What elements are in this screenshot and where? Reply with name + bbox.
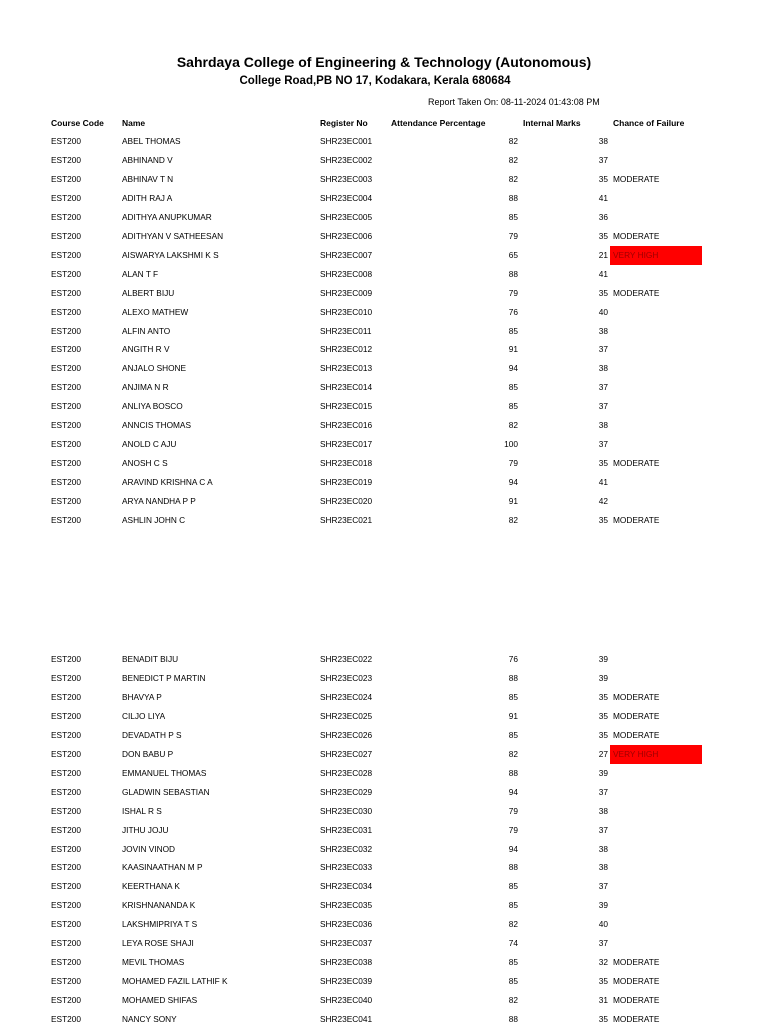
table-row <box>0 454 768 473</box>
cell-register-no: SHR23EC037 <box>320 938 373 949</box>
table-row <box>0 397 768 416</box>
cell-chance-of-failure: VERY HIGH <box>610 246 702 265</box>
cell-name: ANLIYA BOSCO <box>122 401 183 412</box>
cell-internal-marks: 42 <box>598 496 608 507</box>
cell-chance-of-failure: MODERATE <box>613 710 660 721</box>
cell-course-code: EST200 <box>51 938 81 949</box>
cell-chance-of-failure <box>610 397 702 416</box>
cell-internal-marks: 37 <box>598 344 608 355</box>
cell-register-no: SHR23EC003 <box>320 173 373 184</box>
cell-attendance: 85 <box>508 325 518 336</box>
cell-course-code: EST200 <box>51 230 81 241</box>
cell-course-code: EST200 <box>51 401 81 412</box>
cell-attendance: 88 <box>508 192 518 203</box>
cell-course-code: EST200 <box>51 306 81 317</box>
table-row <box>0 189 768 208</box>
cell-internal-marks: 37 <box>598 786 608 797</box>
cell-name: DEVADATH P S <box>122 729 182 740</box>
cell-register-no: SHR23EC005 <box>320 211 373 222</box>
cell-chance-of-failure <box>610 783 702 802</box>
cell-attendance: 85 <box>508 691 518 702</box>
cell-chance-of-failure: VERY HIGH <box>610 745 702 764</box>
cell-name: ABHINAV T N <box>122 173 174 184</box>
col-header-name: Name <box>122 118 146 128</box>
cell-internal-marks: 32 <box>598 957 608 968</box>
col-header-register-no: Register No <box>320 118 368 128</box>
table-row <box>0 840 768 859</box>
college-address: College Road,PB NO 17, Kodakara, Kerala 680684 <box>239 75 511 87</box>
cell-register-no: SHR23EC022 <box>320 654 373 664</box>
cell-internal-marks: 38 <box>598 862 608 873</box>
cell-chance-of-failure <box>610 416 702 435</box>
cell-chance-of-failure: MODERATE <box>613 287 660 298</box>
cell-name: ANJALO SHONE <box>122 363 187 374</box>
cell-name: ALAN T F <box>122 268 159 279</box>
cell-chance-of-failure <box>610 650 702 669</box>
table-row <box>0 284 768 303</box>
cell-chance-of-failure <box>610 208 702 227</box>
cell-internal-marks: 35 <box>598 515 608 525</box>
cell-register-no: SHR23EC039 <box>320 976 373 987</box>
cell-register-no: SHR23EC036 <box>320 919 373 930</box>
cell-attendance: 82 <box>508 154 518 165</box>
cell-course-code: EST200 <box>51 458 81 469</box>
cell-chance-of-failure <box>610 492 702 511</box>
table-row <box>0 170 768 189</box>
cell-register-no: SHR23EC007 <box>320 249 373 260</box>
cell-name: MOHAMED SHIFAS <box>122 995 198 1006</box>
cell-attendance: 100 <box>504 439 518 450</box>
cell-chance-of-failure <box>610 877 702 896</box>
cell-course-code: EST200 <box>51 995 81 1006</box>
cell-internal-marks: 40 <box>598 919 608 930</box>
cell-register-no: SHR23EC041 <box>320 1014 373 1025</box>
cell-register-no: SHR23EC018 <box>320 458 373 469</box>
cell-course-code: EST200 <box>51 881 81 892</box>
cell-register-no: SHR23EC023 <box>320 672 373 683</box>
cell-internal-marks: 37 <box>598 154 608 165</box>
cell-chance-of-failure <box>610 934 702 953</box>
table-row <box>0 378 768 397</box>
cell-register-no: SHR23EC017 <box>320 439 373 450</box>
cell-chance-of-failure <box>610 669 702 688</box>
table-row <box>0 877 768 896</box>
cell-chance-of-failure: MODERATE <box>613 458 660 469</box>
cell-course-code: EST200 <box>51 344 81 355</box>
table-row <box>0 265 768 284</box>
table-row <box>0 688 768 707</box>
cell-register-no: SHR23EC038 <box>320 957 373 968</box>
cell-name: CILJO LIYA <box>122 710 166 721</box>
table-row <box>0 669 768 688</box>
cell-course-code: EST200 <box>51 862 81 873</box>
cell-internal-marks: 36 <box>598 211 608 222</box>
cell-name: AISWARYA LAKSHMI K S <box>122 249 219 260</box>
cell-internal-marks: 35 <box>598 1014 608 1025</box>
cell-register-no: SHR23EC025 <box>320 710 373 721</box>
cell-attendance: 85 <box>508 729 518 740</box>
cell-chance-of-failure <box>610 359 702 378</box>
cell-chance-of-failure <box>610 132 702 151</box>
cell-register-no: SHR23EC006 <box>320 230 373 241</box>
cell-course-code: EST200 <box>51 136 81 146</box>
cell-chance-of-failure: MODERATE <box>613 515 660 525</box>
cell-course-code: EST200 <box>51 515 81 525</box>
cell-chance-of-failure <box>610 340 702 359</box>
cell-attendance: 91 <box>508 344 518 355</box>
cell-attendance: 82 <box>508 136 518 146</box>
cell-register-no: SHR23EC015 <box>320 401 373 412</box>
table-row <box>0 227 768 246</box>
cell-name: LEYA ROSE SHAJI <box>122 938 194 949</box>
table-row <box>0 473 768 492</box>
cell-course-code: EST200 <box>51 363 81 374</box>
cell-internal-marks: 38 <box>598 325 608 336</box>
cell-course-code: EST200 <box>51 154 81 165</box>
table-row <box>0 435 768 454</box>
table-row <box>0 707 768 726</box>
cell-register-no: SHR23EC035 <box>320 900 373 911</box>
table-row <box>0 132 768 151</box>
cell-attendance: 79 <box>508 287 518 298</box>
cell-course-code: EST200 <box>51 1014 81 1025</box>
cell-name: ADITHYAN V SATHEESAN <box>122 230 224 241</box>
cell-register-no: SHR23EC027 <box>320 748 373 759</box>
cell-course-code: EST200 <box>51 268 81 279</box>
cell-internal-marks: 35 <box>598 173 608 184</box>
cell-name: ABHINAND V <box>122 154 173 165</box>
cell-register-no: SHR23EC030 <box>320 805 373 816</box>
cell-name: BENEDICT P MARTIN <box>122 672 206 683</box>
cell-register-no: SHR23EC034 <box>320 881 373 892</box>
cell-attendance: 82 <box>508 748 518 759</box>
cell-attendance: 91 <box>508 496 518 507</box>
cell-course-code: EST200 <box>51 919 81 930</box>
table-row <box>0 896 768 915</box>
cell-course-code: EST200 <box>51 672 81 683</box>
col-header-attendance: Attendance Percentage <box>391 118 486 128</box>
cell-chance-of-failure <box>610 378 702 397</box>
cell-course-code: EST200 <box>51 691 81 702</box>
cell-course-code: EST200 <box>51 843 81 854</box>
cell-attendance: 74 <box>508 938 518 949</box>
table-row <box>0 303 768 322</box>
cell-chance-of-failure <box>610 821 702 840</box>
cell-internal-marks: 35 <box>598 729 608 740</box>
cell-name: DON BABU P <box>122 748 174 759</box>
cell-internal-marks: 37 <box>598 439 608 450</box>
cell-register-no: SHR23EC001 <box>320 136 373 146</box>
cell-name: KRISHNANANDA K <box>122 900 196 911</box>
cell-course-code: EST200 <box>51 654 81 664</box>
table-row <box>0 972 768 991</box>
cell-attendance: 82 <box>508 919 518 930</box>
cell-internal-marks: 35 <box>598 458 608 469</box>
cell-name: ADITH RAJ A <box>122 192 173 203</box>
cell-register-no: SHR23EC021 <box>320 515 373 525</box>
cell-course-code: EST200 <box>51 767 81 778</box>
cell-register-no: SHR23EC010 <box>320 306 373 317</box>
cell-chance-of-failure <box>610 896 702 915</box>
cell-course-code: EST200 <box>51 325 81 336</box>
cell-course-code: EST200 <box>51 420 81 431</box>
cell-chance-of-failure: MODERATE <box>613 1014 660 1025</box>
cell-name: BENADIT BIJU <box>122 654 179 664</box>
cell-name: ANNCIS THOMAS <box>122 420 191 431</box>
cell-internal-marks: 31 <box>598 995 608 1006</box>
cell-internal-marks: 41 <box>598 477 608 488</box>
cell-register-no: SHR23EC024 <box>320 691 373 702</box>
cell-attendance: 76 <box>508 306 518 317</box>
cell-name: ANOLD C AJU <box>122 439 177 450</box>
cell-attendance: 94 <box>508 477 518 488</box>
cell-internal-marks: 37 <box>598 382 608 393</box>
cell-internal-marks: 37 <box>598 938 608 949</box>
table-row <box>0 764 768 783</box>
table-row <box>0 915 768 934</box>
cell-course-code: EST200 <box>51 211 81 222</box>
table-row <box>0 745 768 764</box>
cell-attendance: 79 <box>508 458 518 469</box>
cell-name: ANGITH R V <box>122 344 170 355</box>
cell-register-no: SHR23EC014 <box>320 382 373 393</box>
cell-course-code: EST200 <box>51 748 81 759</box>
cell-attendance: 82 <box>508 420 518 431</box>
cell-internal-marks: 37 <box>598 881 608 892</box>
cell-course-code: EST200 <box>51 805 81 816</box>
cell-register-no: SHR23EC040 <box>320 995 373 1006</box>
cell-course-code: EST200 <box>51 192 81 203</box>
table-row <box>0 511 768 530</box>
cell-chance-of-failure: MODERATE <box>613 729 660 740</box>
cell-course-code: EST200 <box>51 439 81 450</box>
cell-chance-of-failure <box>610 840 702 859</box>
table-row <box>0 953 768 972</box>
cell-attendance: 82 <box>508 515 518 525</box>
cell-course-code: EST200 <box>51 382 81 393</box>
cell-name: BHAVYA P <box>122 691 162 702</box>
page-title: Sahrdaya College of Engineering & Technology (Autonomous) <box>176 54 592 70</box>
table-row <box>0 934 768 953</box>
cell-register-no: SHR23EC031 <box>320 824 373 835</box>
cell-attendance: 85 <box>508 881 518 892</box>
cell-attendance: 85 <box>508 382 518 393</box>
cell-internal-marks: 39 <box>598 900 608 911</box>
cell-attendance: 85 <box>508 401 518 412</box>
cell-register-no: SHR23EC026 <box>320 729 373 740</box>
cell-name: MEVIL THOMAS <box>122 957 185 968</box>
cell-name: ABEL THOMAS <box>122 136 181 146</box>
cell-attendance: 65 <box>508 249 518 260</box>
col-header-course-code: Course Code <box>51 118 104 128</box>
cell-chance-of-failure <box>610 303 702 322</box>
cell-internal-marks: 27 <box>598 748 608 759</box>
cell-name: ALBERT BIJU <box>122 287 175 298</box>
cell-attendance: 94 <box>508 786 518 797</box>
cell-attendance: 88 <box>508 862 518 873</box>
cell-name: JOVIN VINOD <box>122 843 176 854</box>
cell-attendance: 94 <box>508 843 518 854</box>
table-row <box>0 151 768 170</box>
cell-chance-of-failure <box>610 858 702 877</box>
cell-register-no: SHR23EC032 <box>320 843 373 854</box>
cell-name: KEERTHANA K <box>122 881 180 892</box>
cell-register-no: SHR23EC002 <box>320 154 373 165</box>
cell-course-code: EST200 <box>51 900 81 911</box>
cell-name: ASHLIN JOHN C <box>122 515 186 525</box>
table-row <box>0 726 768 745</box>
cell-attendance: 91 <box>508 710 518 721</box>
table-row <box>0 416 768 435</box>
cell-register-no: SHR23EC004 <box>320 192 373 203</box>
cell-attendance: 82 <box>508 173 518 184</box>
cell-name: ANOSH C S <box>122 458 168 469</box>
col-header-chance-of-failure: Chance of Failure <box>613 118 685 128</box>
cell-internal-marks: 39 <box>598 654 608 664</box>
cell-name: ALFIN ANTO <box>122 325 171 336</box>
cell-internal-marks: 38 <box>598 363 608 374</box>
table-row <box>0 650 768 669</box>
cell-internal-marks: 38 <box>598 843 608 854</box>
cell-internal-marks: 35 <box>598 287 608 298</box>
cell-attendance: 85 <box>508 957 518 968</box>
report-timestamp: Report Taken On: 08-11-2024 01:43:08 PM <box>428 97 600 107</box>
cell-attendance: 76 <box>508 654 518 664</box>
cell-course-code: EST200 <box>51 249 81 260</box>
cell-chance-of-failure <box>610 151 702 170</box>
cell-name: ISHAL R S <box>122 805 162 816</box>
table-row <box>0 246 768 265</box>
cell-internal-marks: 39 <box>598 767 608 778</box>
cell-attendance: 88 <box>508 767 518 778</box>
cell-chance-of-failure: MODERATE <box>613 976 660 987</box>
cell-internal-marks: 37 <box>598 401 608 412</box>
cell-internal-marks: 41 <box>598 192 608 203</box>
table-row <box>0 821 768 840</box>
cell-internal-marks: 38 <box>598 805 608 816</box>
table-row <box>0 322 768 341</box>
cell-chance-of-failure <box>610 473 702 492</box>
cell-course-code: EST200 <box>51 824 81 835</box>
cell-course-code: EST200 <box>51 786 81 797</box>
table-row <box>0 359 768 378</box>
cell-chance-of-failure: MODERATE <box>613 230 660 241</box>
cell-chance-of-failure <box>610 915 702 934</box>
cell-name: LAKSHMIPRIYA T S <box>122 919 198 930</box>
cell-register-no: SHR23EC029 <box>320 786 373 797</box>
cell-attendance: 88 <box>508 672 518 683</box>
cell-name: ALEXO MATHEW <box>122 306 189 317</box>
cell-attendance: 85 <box>508 976 518 987</box>
table-row <box>0 991 768 1010</box>
cell-attendance: 88 <box>508 268 518 279</box>
cell-attendance: 79 <box>508 230 518 241</box>
cell-name: GLADWIN SEBASTIAN <box>122 786 210 797</box>
table-row <box>0 858 768 877</box>
cell-internal-marks: 37 <box>598 824 608 835</box>
cell-internal-marks: 38 <box>598 420 608 431</box>
cell-register-no: SHR23EC011 <box>320 325 372 336</box>
cell-attendance: 85 <box>508 900 518 911</box>
table-row <box>0 340 768 359</box>
cell-internal-marks: 21 <box>598 249 608 260</box>
cell-chance-of-failure <box>610 265 702 284</box>
cell-internal-marks: 35 <box>598 691 608 702</box>
table-row <box>0 1010 768 1029</box>
cell-register-no: SHR23EC019 <box>320 477 373 488</box>
cell-register-no: SHR23EC016 <box>320 420 373 431</box>
cell-chance-of-failure: MODERATE <box>613 995 660 1006</box>
cell-attendance: 79 <box>508 824 518 835</box>
cell-chance-of-failure: MODERATE <box>613 691 660 702</box>
cell-register-no: SHR23EC013 <box>320 363 373 374</box>
cell-name: KAASINAATHAN M P <box>122 862 203 873</box>
cell-name: MOHAMED FAZIL LATHIF K <box>122 976 228 987</box>
cell-chance-of-failure: MODERATE <box>613 173 660 184</box>
cell-internal-marks: 35 <box>598 976 608 987</box>
cell-chance-of-failure: MODERATE <box>613 957 660 968</box>
cell-attendance: 94 <box>508 363 518 374</box>
cell-chance-of-failure <box>610 322 702 341</box>
cell-internal-marks: 41 <box>598 268 608 279</box>
cell-course-code: EST200 <box>51 729 81 740</box>
cell-register-no: SHR23EC009 <box>320 287 373 298</box>
cell-chance-of-failure <box>610 764 702 783</box>
cell-course-code: EST200 <box>51 287 81 298</box>
cell-name: ARAVIND KRISHNA C A <box>122 477 213 488</box>
cell-register-no: SHR23EC008 <box>320 268 373 279</box>
cell-register-no: SHR23EC020 <box>320 496 373 507</box>
table-row <box>0 783 768 802</box>
cell-internal-marks: 38 <box>598 136 608 146</box>
cell-attendance: 88 <box>508 1014 518 1025</box>
cell-internal-marks: 35 <box>598 230 608 241</box>
cell-chance-of-failure <box>610 802 702 821</box>
cell-register-no: SHR23EC033 <box>320 862 373 873</box>
cell-chance-of-failure <box>610 435 702 454</box>
cell-course-code: EST200 <box>51 976 81 987</box>
cell-name: ANJIMA N R <box>122 382 169 393</box>
cell-course-code: EST200 <box>51 710 81 721</box>
col-header-internal-marks: Internal Marks <box>523 118 581 128</box>
cell-internal-marks: 40 <box>598 306 608 317</box>
cell-course-code: EST200 <box>51 496 81 507</box>
cell-course-code: EST200 <box>51 477 81 488</box>
cell-course-code: EST200 <box>51 173 81 184</box>
cell-name: JITHU JOJU <box>122 824 169 835</box>
cell-name: NANCY SONY <box>122 1014 177 1025</box>
cell-name: ADITHYA ANUPKUMAR <box>122 211 212 222</box>
cell-name: EMMANUEL THOMAS <box>122 767 207 778</box>
table-row <box>0 802 768 821</box>
cell-internal-marks: 35 <box>598 710 608 721</box>
cell-name: ARYA NANDHA P P <box>122 496 196 507</box>
cell-register-no: SHR23EC012 <box>320 344 373 355</box>
cell-register-no: SHR23EC028 <box>320 767 373 778</box>
table-row <box>0 492 768 511</box>
cell-course-code: EST200 <box>51 957 81 968</box>
cell-internal-marks: 39 <box>598 672 608 683</box>
cell-attendance: 79 <box>508 805 518 816</box>
table-row <box>0 208 768 227</box>
cell-attendance: 82 <box>508 995 518 1006</box>
cell-attendance: 85 <box>508 211 518 222</box>
cell-chance-of-failure <box>610 189 702 208</box>
